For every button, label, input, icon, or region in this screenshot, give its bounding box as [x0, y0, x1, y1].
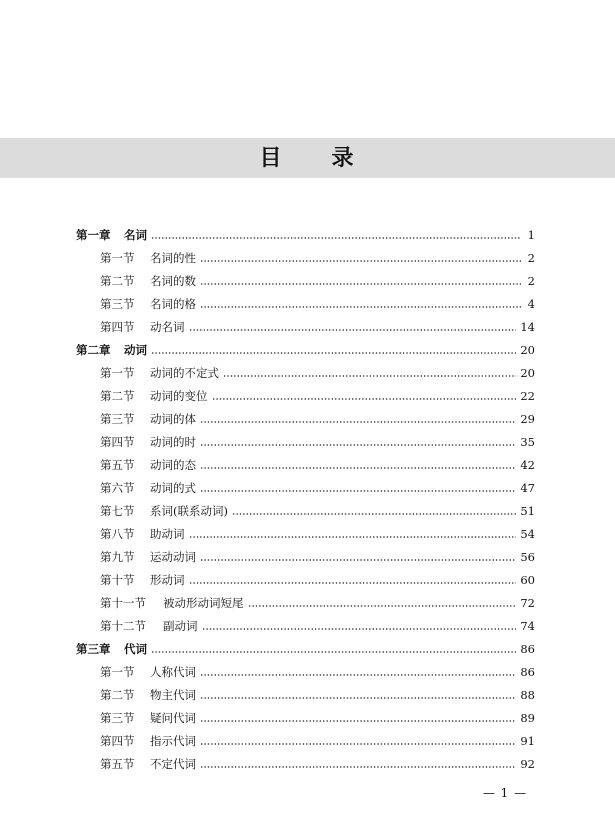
toc-entry-title: 动词的变位 — [150, 389, 208, 403]
toc-entry-number: 第二节 — [100, 688, 135, 702]
dot-leader — [232, 513, 516, 515]
toc-entry-page: 91 — [520, 734, 535, 748]
toc-entry-title: 动词 — [124, 343, 147, 357]
toc-entry-page: 74 — [520, 619, 535, 633]
toc-entry-number: 第一节 — [100, 251, 135, 265]
toc-section-entry[interactable] — [100, 500, 535, 523]
toc-entry-page: 56 — [520, 550, 535, 564]
toc-entry-number: 第四节 — [100, 734, 135, 748]
toc-entry-page: 86 — [520, 665, 535, 679]
dot-leader — [223, 375, 516, 377]
toc-entry-page: 20 — [520, 343, 535, 357]
toc-entry-number: 第三节 — [100, 297, 135, 311]
toc-entry-page: 29 — [520, 412, 535, 426]
toc-entry-page: 72 — [520, 596, 535, 610]
toc-section-entry[interactable] — [100, 730, 535, 753]
toc-section-entry[interactable] — [100, 569, 535, 592]
title-char-2: 录 — [331, 145, 356, 171]
toc-entry-title: 动词的时 — [150, 435, 196, 449]
toc-entry-number: 第十二节 — [100, 619, 146, 633]
toc-section-entry[interactable] — [100, 707, 535, 730]
toc-entry-page: 2 — [527, 274, 535, 288]
toc-entry-title: 名词的性 — [150, 251, 196, 265]
toc-section-entry[interactable] — [100, 546, 535, 569]
dot-leader — [200, 720, 516, 722]
toc-entry-page: 47 — [520, 481, 535, 495]
dot-leader — [200, 421, 516, 423]
toc-entry-page: 92 — [520, 757, 535, 771]
toc-entry-title: 系词(联系动词) — [150, 504, 228, 518]
toc-section-entry[interactable] — [100, 523, 535, 546]
toc-section-entry[interactable] — [100, 293, 535, 316]
toc-chapter-entry[interactable] — [76, 339, 535, 362]
dot-leader — [189, 329, 517, 331]
dot-leader — [200, 260, 521, 262]
toc-entry-number: 第一节 — [100, 665, 135, 679]
toc-entry-number: 第五节 — [100, 458, 135, 472]
toc-entry-page: 54 — [520, 527, 535, 541]
toc-section-entry[interactable] — [100, 615, 535, 638]
toc-entry-title: 名词的格 — [150, 297, 196, 311]
toc-entry-title: 人称代词 — [150, 665, 196, 679]
dot-leader — [200, 283, 521, 285]
toc-entry-number: 第四节 — [100, 320, 135, 334]
toc-entry-page: 22 — [520, 389, 535, 403]
toc-chapter-entry[interactable] — [76, 638, 535, 661]
toc-entry-title: 物主代词 — [150, 688, 196, 702]
toc-entry-number: 第一章 — [76, 228, 111, 242]
toc-section-entry[interactable] — [100, 385, 535, 408]
toc-entry-number: 第三章 — [76, 642, 111, 656]
page-number-footer: — 1 — — [482, 786, 528, 800]
toc-entry-page: 88 — [520, 688, 535, 702]
toc-section-entry[interactable] — [100, 247, 535, 270]
dot-leader — [212, 398, 517, 400]
toc-entry-title: 形动词 — [150, 573, 185, 587]
dot-leader — [200, 674, 516, 676]
toc-section-entry[interactable] — [100, 684, 535, 707]
dot-leader — [200, 743, 516, 745]
toc-entry-title: 指示代词 — [150, 734, 196, 748]
toc-entry-title: 动词的不定式 — [150, 366, 219, 380]
dot-leader — [200, 306, 521, 308]
toc-entry-title: 动名词 — [150, 320, 185, 334]
toc-entry-page: 51 — [520, 504, 535, 518]
dot-leader — [151, 651, 516, 653]
toc-section-entry[interactable] — [100, 362, 535, 385]
dot-leader — [200, 444, 516, 446]
dot-leader — [151, 237, 521, 239]
toc-entry-number: 第二章 — [76, 343, 111, 357]
toc-entry-page: 60 — [520, 573, 535, 587]
toc-entry-title: 名词 — [124, 228, 147, 242]
toc-entry-title: 被动形动词短尾 — [163, 596, 244, 610]
toc-entry-title: 动词的式 — [150, 481, 196, 495]
toc-entry-number: 第十节 — [100, 573, 135, 587]
toc-entry-page: 35 — [520, 435, 535, 449]
page-title — [0, 138, 615, 178]
dot-leader — [189, 582, 517, 584]
toc-section-entry[interactable] — [100, 661, 535, 684]
toc-section-entry[interactable] — [100, 477, 535, 500]
toc-entry-number: 第三节 — [100, 412, 135, 426]
toc-entry-number: 第二节 — [100, 274, 135, 288]
toc-section-entry[interactable] — [100, 454, 535, 477]
toc-title-band — [0, 138, 615, 178]
toc-entry-number: 第五节 — [100, 757, 135, 771]
toc-entry-title: 副动词 — [163, 619, 198, 633]
toc-entry-title: 名词的数 — [150, 274, 196, 288]
toc-entry-page: 4 — [527, 297, 535, 311]
toc-section-entry[interactable] — [100, 270, 535, 293]
toc-entry-title: 动词的态 — [150, 458, 196, 472]
toc-entry-number: 第六节 — [100, 481, 135, 495]
toc-entry-title: 疑问代词 — [150, 711, 196, 725]
toc-section-entry[interactable] — [100, 592, 535, 615]
dot-leader — [200, 697, 516, 699]
toc-entry-number: 第一节 — [100, 366, 135, 380]
toc-entry-title: 助动词 — [150, 527, 185, 541]
dot-leader — [248, 605, 517, 607]
toc-entry-number: 第七节 — [100, 504, 135, 518]
toc-entry-page: 2 — [527, 251, 535, 265]
toc-section-entry[interactable] — [100, 431, 535, 454]
title-char-1: 目 — [259, 145, 284, 171]
dot-leader — [200, 559, 516, 561]
dot-leader — [200, 467, 516, 469]
toc-entry-page: 86 — [520, 642, 535, 656]
toc-entry-page: 1 — [527, 228, 535, 242]
dot-leader — [189, 536, 517, 538]
toc-entry-title: 代词 — [124, 642, 147, 656]
toc-entry-title: 不定代词 — [150, 757, 196, 771]
toc-entry-page: 89 — [520, 711, 535, 725]
toc-entry-title: 动词的体 — [150, 412, 196, 426]
dot-leader — [200, 766, 516, 768]
toc-entry-number: 第四节 — [100, 435, 135, 449]
toc-section-entry[interactable] — [100, 316, 535, 339]
toc-entry-page: 20 — [520, 366, 535, 380]
toc-entry-number: 第三节 — [100, 711, 135, 725]
toc-entry-number: 第十一节 — [100, 596, 146, 610]
toc-entry-number: 第九节 — [100, 550, 135, 564]
toc-entry-number: 第二节 — [100, 389, 135, 403]
toc-entry-page: 14 — [520, 320, 535, 334]
toc-chapter-entry[interactable] — [76, 224, 535, 247]
toc-section-entry[interactable] — [100, 408, 535, 431]
toc-entry-title: 运动动词 — [150, 550, 196, 564]
toc-entry-page: 42 — [520, 458, 535, 472]
dot-leader — [151, 352, 516, 354]
dot-leader — [202, 628, 517, 630]
dot-leader — [200, 490, 516, 492]
toc-section-entry[interactable] — [100, 753, 535, 776]
toc-entry-number: 第八节 — [100, 527, 135, 541]
